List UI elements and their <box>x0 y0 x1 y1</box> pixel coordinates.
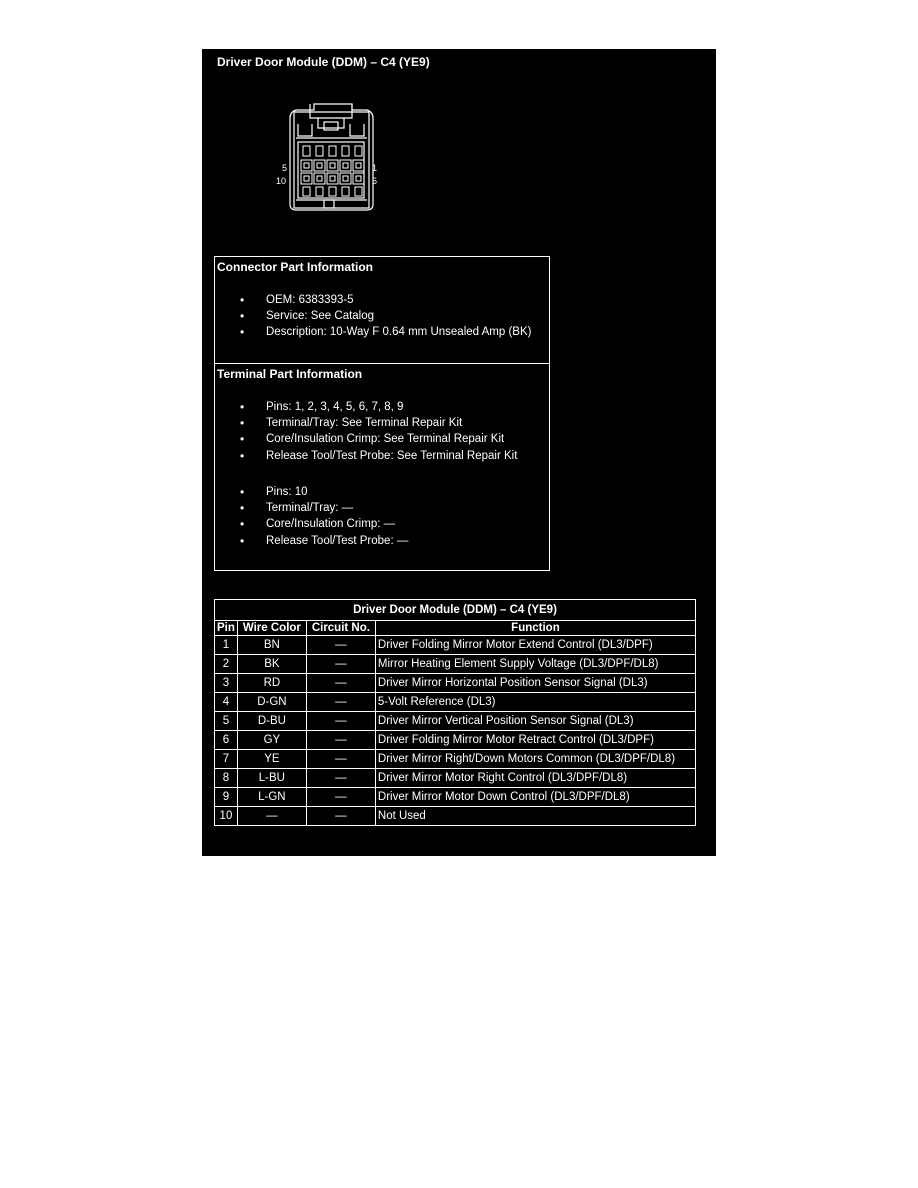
function-cell: Driver Mirror Vertical Position Sensor Signal (DL3) <box>375 712 695 731</box>
circuit-cell: — <box>306 788 375 807</box>
table-row <box>215 636 696 655</box>
table-row <box>215 655 696 674</box>
pinout-table <box>214 599 696 826</box>
pin-cavity <box>353 160 364 171</box>
list-item: • Service: See Catalog <box>240 308 531 324</box>
wire-color-cell: D-BU <box>237 712 306 731</box>
pin-latch <box>329 187 336 196</box>
pin-contact <box>330 176 335 181</box>
pin-contact <box>330 163 335 168</box>
wire-color-cell: RD <box>237 674 306 693</box>
function-cell: Driver Mirror Right/Down Motors Common (DL3/DPF/DL8) <box>375 750 695 769</box>
pin-cell: 9 <box>215 788 238 807</box>
pin-contact <box>304 163 309 168</box>
pin-cavity <box>301 173 312 184</box>
pin-contact <box>304 176 309 181</box>
circuit-cell: — <box>306 636 375 655</box>
function-cell: Driver Mirror Motor Right Control (DL3/DPF/DL8) <box>375 769 695 788</box>
table-row <box>215 807 696 826</box>
function-cell: Driver Mirror Horizontal Position Sensor Signal (DL3) <box>375 674 695 693</box>
function-cell: Not Used <box>375 807 695 826</box>
list-item: • Core/Insulation Crimp: See Terminal Repair Kit <box>240 431 517 447</box>
terminal-part-title: Terminal Part Information <box>217 367 363 381</box>
pin-cavity <box>353 173 364 184</box>
pin-latch <box>316 146 323 156</box>
circuit-cell: — <box>306 807 375 826</box>
pin-latch <box>303 187 310 196</box>
pin-cavity <box>301 160 312 171</box>
pin-cavity <box>327 173 338 184</box>
wire-color-cell: L-BU <box>237 769 306 788</box>
pin-cell: 1 <box>215 636 238 655</box>
function-cell: Driver Mirror Motor Down Control (DL3/DPF/DL8) <box>375 788 695 807</box>
connector-part-list <box>240 292 531 341</box>
wire-color-cell: GY <box>237 731 306 750</box>
pin-cell: 3 <box>215 674 238 693</box>
table-row <box>215 712 696 731</box>
wire-color-cell: BN <box>237 636 306 655</box>
pin-contact <box>343 163 348 168</box>
wire-color-cell: D-GN <box>237 693 306 712</box>
pin-label-6: 6 <box>372 176 378 186</box>
pin-contact <box>343 176 348 181</box>
wire-color-cell: — <box>237 807 306 826</box>
connector-part-section <box>215 257 549 364</box>
list-item: • Description: 10-Way F 0.64 mm Unsealed Amp (BK) <box>240 324 531 340</box>
terminal-part-list-2 <box>240 484 408 549</box>
list-item: • Terminal/Tray: — <box>240 500 408 516</box>
pin-label-10: 10 <box>276 176 287 186</box>
circuit-cell: — <box>306 712 375 731</box>
connector-diagram <box>274 100 384 215</box>
pin-latch <box>355 187 362 196</box>
pin-cell: 6 <box>215 731 238 750</box>
table-row <box>215 769 696 788</box>
pin-cell: 10 <box>215 807 238 826</box>
pin-latch <box>342 187 349 196</box>
pin-cell: 7 <box>215 750 238 769</box>
header-pin: Pin <box>215 621 238 636</box>
wire-color-cell: YE <box>237 750 306 769</box>
pin-contact <box>317 176 322 181</box>
circuit-cell: — <box>306 655 375 674</box>
panel-title: Driver Door Module (DDM) – C4 (YE9) <box>217 55 430 69</box>
connector-part-title: Connector Part Information <box>217 260 374 274</box>
table-row <box>215 693 696 712</box>
pin-cell: 4 <box>215 693 238 712</box>
pin-latch <box>303 146 310 156</box>
function-cell: Driver Folding Mirror Motor Retract Control (DL3/DPF) <box>375 731 695 750</box>
pin-latch <box>342 146 349 156</box>
pin-cell: 5 <box>215 712 238 731</box>
table-row <box>215 788 696 807</box>
table-row <box>215 674 696 693</box>
list-item: • Core/Insulation Crimp: — <box>240 516 408 532</box>
list-item: • OEM: 6383393-5 <box>240 292 531 308</box>
pin-cell: 8 <box>215 769 238 788</box>
table-row <box>215 750 696 769</box>
table-caption: Driver Door Module (DDM) – C4 (YE9) <box>215 600 696 621</box>
pin-cavity <box>340 173 351 184</box>
pin-latch <box>355 146 362 156</box>
pin-contact <box>317 163 322 168</box>
circuit-cell: — <box>306 750 375 769</box>
circuit-cell: — <box>306 674 375 693</box>
list-item: • Pins: 10 <box>240 484 408 500</box>
list-item: • Terminal/Tray: See Terminal Repair Kit <box>240 415 517 431</box>
header-circuit-no: Circuit No. <box>306 621 375 636</box>
circuit-cell: — <box>306 693 375 712</box>
pin-cell: 2 <box>215 655 238 674</box>
wire-color-cell: L-GN <box>237 788 306 807</box>
function-cell: Mirror Heating Element Supply Voltage (DL3/DPF/DL8) <box>375 655 695 674</box>
function-cell: Driver Folding Mirror Motor Extend Control (DL3/DPF) <box>375 636 695 655</box>
pin-label-1: 1 <box>372 163 378 173</box>
part-info-box <box>214 256 550 571</box>
pin-cavity <box>314 173 325 184</box>
terminal-part-list-1 <box>240 399 517 464</box>
list-item: • Release Tool/Test Probe: See Terminal Repair Kit <box>240 448 517 464</box>
circuit-cell: — <box>306 731 375 750</box>
pin-latch <box>316 187 323 196</box>
circuit-cell: — <box>306 769 375 788</box>
pin-label-5: 5 <box>282 163 288 173</box>
function-cell: 5-Volt Reference (DL3) <box>375 693 695 712</box>
list-item: • Pins: 1, 2, 3, 4, 5, 6, 7, 8, 9 <box>240 399 517 415</box>
pin-cavity <box>327 160 338 171</box>
pin-cavity <box>314 160 325 171</box>
pin-cavity <box>340 160 351 171</box>
pin-contact <box>356 163 361 168</box>
header-wire-color: Wire Color <box>237 621 306 636</box>
document-panel <box>202 49 716 856</box>
pin-contact <box>356 176 361 181</box>
table-row <box>215 731 696 750</box>
list-item: • Release Tool/Test Probe: — <box>240 533 408 549</box>
wire-color-cell: BK <box>237 655 306 674</box>
pin-latch <box>329 146 336 156</box>
header-function: Function <box>375 621 695 636</box>
